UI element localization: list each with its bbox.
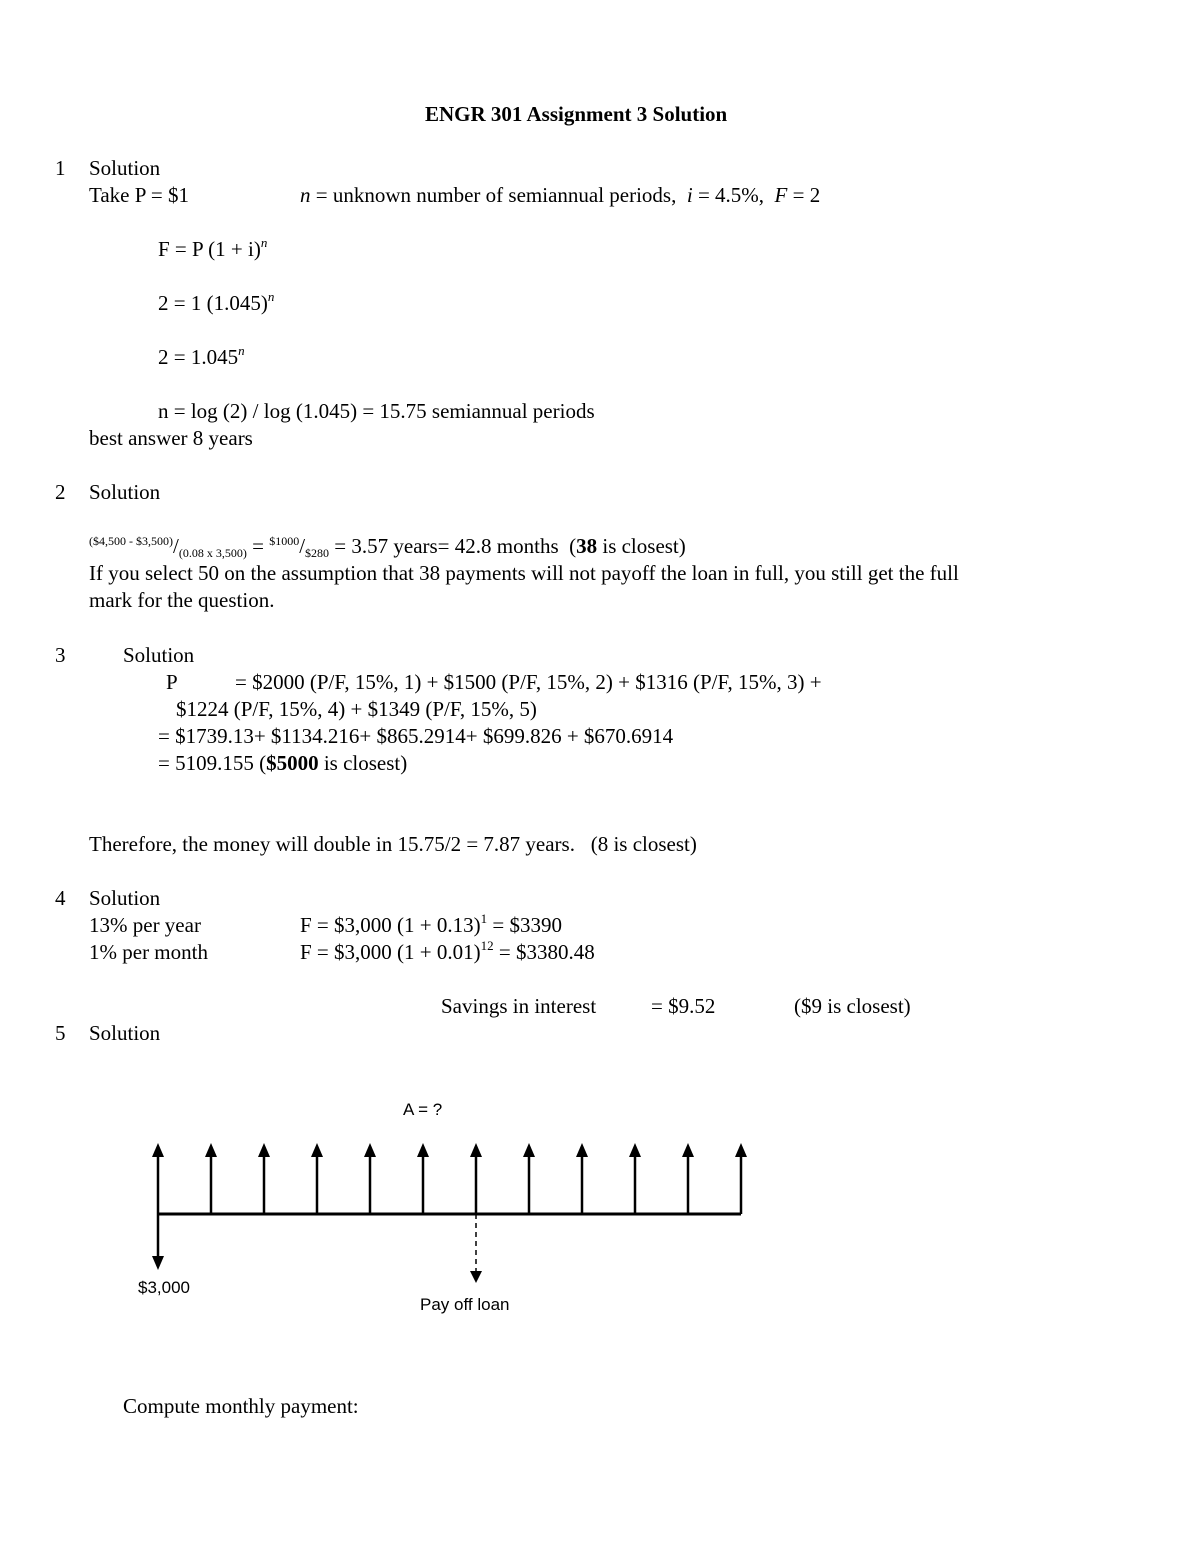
- q2-heading: Solution: [89, 480, 161, 504]
- q5-compute-label: Compute monthly payment:: [123, 1394, 359, 1418]
- q1-formula-simplified: $2 = 1.045^n$: [158, 343, 245, 369]
- payment-amount-label: A = ?: [403, 1100, 443, 1119]
- q1-number: 1: [55, 156, 66, 180]
- payment-arrowhead: [258, 1143, 270, 1157]
- q2-equation: $^{(\$4,500 - \$3,500)}$/(0.08 x 3,500) = $^{\$1000}$/$280 = 3.57 years= 42.8 months (38 is closest): [89, 534, 686, 560]
- q5-heading: Solution: [89, 1021, 161, 1045]
- q2-number: 2: [55, 480, 66, 504]
- q4-number: 4: [55, 886, 66, 910]
- q2-note-line1: If you select 50 on the assumption that 38 payments will not payoff the loan in full, you still get the full: [89, 561, 959, 585]
- q4-row2-equation: F = $3,000 $(1 + 0.01)^{12}$ = $3380.48: [300, 938, 595, 964]
- q1-heading: Solution: [89, 156, 161, 180]
- q1-take: Take P = $1: [89, 183, 189, 207]
- q1-given: n = unknown number of semiannual periods, i = 4.5%, F = 2: [300, 183, 821, 207]
- payoff-arrowhead: [470, 1271, 482, 1283]
- principal-arrowhead: [152, 1256, 164, 1270]
- principal-label: $3,000: [138, 1278, 190, 1297]
- q4-row1-equation: F = $3,000 $(1 + 0.13)^1$ = $3390: [300, 911, 562, 937]
- payment-arrowhead: [682, 1143, 694, 1157]
- q3-line4: = 5109.155 ($5000 is closest): [158, 751, 408, 775]
- payment-arrowhead: [205, 1143, 217, 1157]
- payment-arrowhead: [364, 1143, 376, 1157]
- q3-heading: Solution: [123, 643, 195, 667]
- payment-arrowhead: [152, 1143, 164, 1157]
- q3-line3: = $1739.13+ $1134.216+ $865.2914+ $699.826 + $670.6914: [158, 724, 674, 748]
- q4-row1-label: 13% per year: [89, 913, 201, 937]
- q1-answer: best answer 8 years: [89, 426, 253, 450]
- q3-therefore: Therefore, the money will double in 15.75/2 = 7.87 years. (8 is closest): [89, 832, 697, 856]
- document-title: ENGR 301 Assignment 3 Solution: [425, 102, 728, 126]
- q2-note-line2: mark for the question.: [89, 588, 275, 612]
- q4-savings-closest: ($9 is closest): [794, 994, 911, 1018]
- q1-formula-substituted: 2 = 1 $(1.045)^n$: [158, 289, 275, 315]
- payment-arrowhead: [735, 1143, 747, 1157]
- payment-arrowhead: [311, 1143, 323, 1157]
- q3-line1: = $2000 (P/F, 15%, 1) + $1500 (P/F, 15%, 2) + $1316 (P/F, 15%, 3) +: [235, 670, 822, 694]
- payment-arrowhead: [576, 1143, 588, 1157]
- payoff-label: Pay off loan: [420, 1295, 510, 1314]
- q3-line2: $1224 (P/F, 15%, 4) + $1349 (P/F, 15%, 5): [176, 697, 537, 721]
- q5-number: 5: [55, 1021, 66, 1045]
- payment-arrowhead: [629, 1143, 641, 1157]
- q1-formula-general: F = P $(1 + i)^n$: [158, 235, 268, 261]
- payment-arrowhead: [417, 1143, 429, 1157]
- q4-row2-label: 1% per month: [89, 940, 208, 964]
- q3-p-label: P: [166, 670, 178, 694]
- q4-savings-value: = $9.52: [651, 994, 716, 1018]
- q4-savings-label: Savings in interest: [441, 994, 597, 1018]
- payment-arrowhead: [470, 1143, 482, 1157]
- payment-arrowhead: [523, 1143, 535, 1157]
- q3-number: 3: [55, 643, 66, 667]
- q4-heading: Solution: [89, 886, 161, 910]
- q1-formula-log: n = log (2) / log (1.045) = 15.75 semiannual periods: [158, 399, 595, 423]
